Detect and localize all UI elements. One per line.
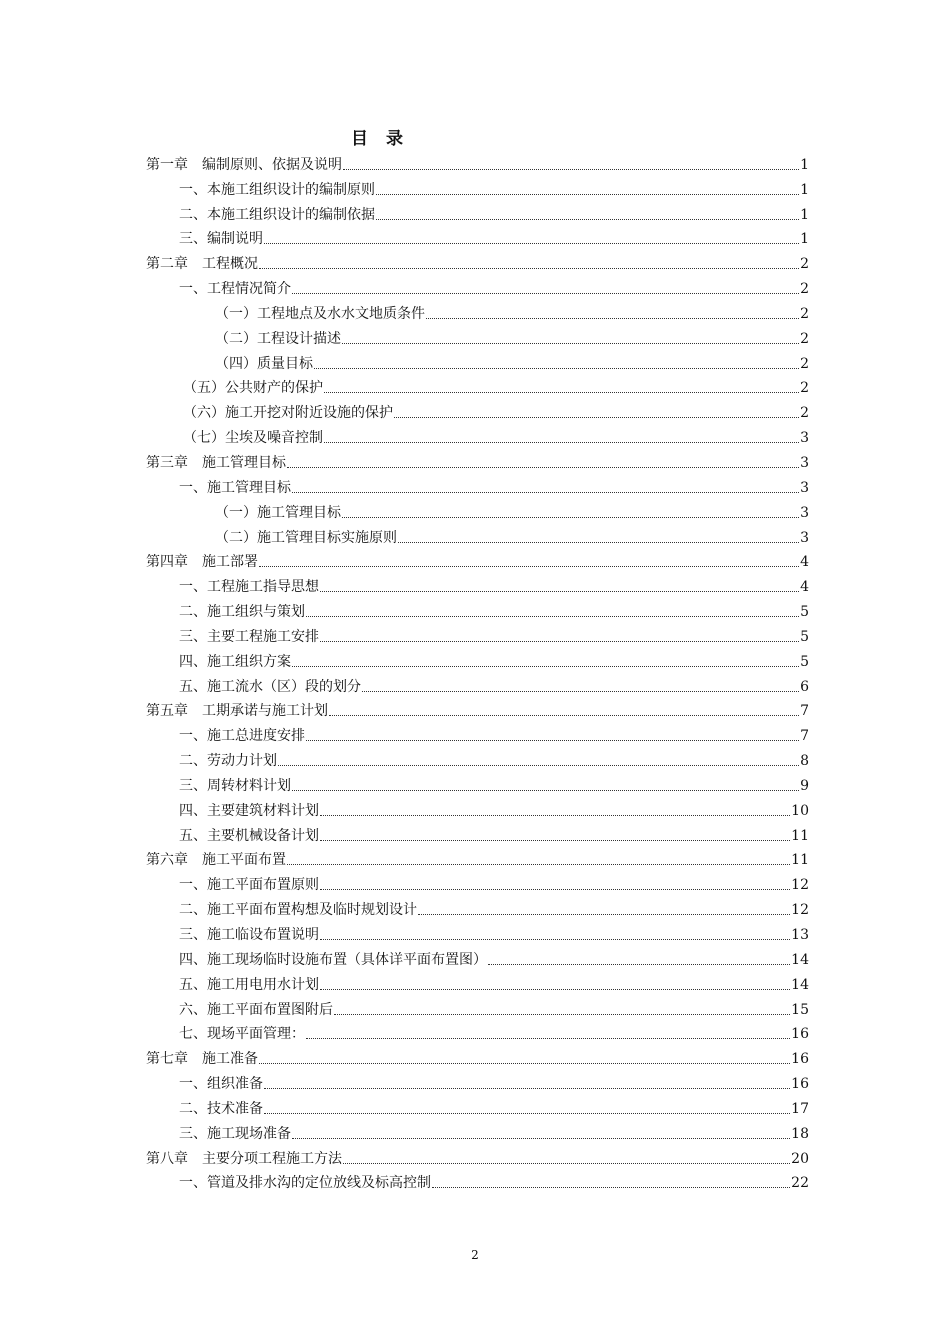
toc-entry-page: 15 (791, 1001, 809, 1018)
toc-entry-page: 14 (791, 951, 809, 968)
toc-chapter-row[interactable] (146, 696, 809, 721)
toc-section-row[interactable] (146, 820, 809, 845)
toc-dot-leader (292, 1138, 790, 1139)
toc-section-row[interactable] (146, 869, 809, 894)
toc-entry-text: 第四章 施工部署 (146, 554, 258, 571)
toc-entry-text: 一、施工总进度安排 (179, 728, 305, 745)
toc-entry-page: 17 (791, 1100, 809, 1117)
toc-dot-leader (342, 517, 799, 518)
toc-entry-text: 三、周转材料计划 (179, 777, 291, 794)
toc-dot-leader (264, 243, 799, 244)
toc-entry-page: 6 (800, 678, 809, 695)
toc-section-row[interactable] (146, 994, 809, 1019)
toc-dot-leader (324, 442, 799, 443)
toc-entry-page: 9 (800, 777, 809, 794)
toc-entry-page: 3 (800, 504, 809, 521)
toc-entry-text: （四）质量目标 (215, 355, 313, 372)
toc-section-row[interactable] (146, 348, 809, 373)
toc-entry-page: 5 (800, 653, 809, 670)
toc-entry-text: 一、施工管理目标 (179, 479, 291, 496)
toc-dot-leader (418, 914, 790, 915)
toc-section-row[interactable] (146, 298, 809, 323)
toc-entry-text: （一）工程地点及水水文地质条件 (215, 305, 425, 322)
toc-entry-text: 第一章 编制原则、依据及说明 (146, 156, 342, 173)
toc-section-row[interactable] (146, 522, 809, 547)
toc-entry-text: 第七章 施工准备 (146, 1051, 258, 1068)
toc-section-row[interactable] (146, 1019, 809, 1044)
toc-entry-text: 五、施工流水（区）段的划分 (179, 678, 361, 695)
toc-entry-page: 13 (791, 927, 809, 943)
toc-entry-page: 2 (800, 405, 809, 422)
toc-entry-text: （六）施工开挖对附近设施的保护 (183, 405, 393, 422)
toc-entry-text: 二、劳动力计划 (179, 753, 277, 770)
toc-section-row[interactable] (146, 1168, 809, 1193)
toc-chapter-row[interactable] (146, 447, 809, 472)
toc-section-row[interactable] (146, 422, 809, 447)
toc-dot-leader (342, 343, 799, 344)
toc-entry-text: 三、施工临设布置说明 (179, 927, 319, 943)
toc-dot-leader (278, 765, 799, 766)
toc-entry-text: 一、工程情况简介 (179, 281, 291, 298)
toc-entry-text: （五）公共财产的保护 (183, 380, 323, 397)
toc-entry-text: 一、管道及排水沟的定位放线及标高控制 (179, 1175, 431, 1192)
toc-entry-page: 7 (800, 728, 809, 745)
toc-entry-text: 一、工程施工指导思想 (179, 579, 319, 596)
toc-entry-text: （七）尘埃及噪音控制 (183, 430, 323, 447)
toc-entry-page: 1 (800, 181, 809, 198)
toc-title: 目 录 (351, 129, 409, 149)
toc-section-row[interactable] (146, 770, 809, 795)
toc-section-row[interactable] (146, 323, 809, 348)
toc-section-row[interactable] (146, 745, 809, 770)
toc-entry-page: 4 (800, 579, 809, 596)
toc-entry-page: 12 (791, 902, 809, 919)
toc-section-row[interactable] (146, 969, 809, 994)
toc-chapter-row[interactable] (146, 1043, 809, 1068)
toc-dot-leader (287, 467, 799, 468)
toc-section-row[interactable] (146, 596, 809, 621)
toc-entry-page: 16 (791, 1076, 809, 1093)
toc-entry-page: 20 (791, 1150, 809, 1167)
toc-entry-page: 12 (791, 877, 809, 894)
toc-entry-text: 第五章 工期承诺与施工计划 (146, 703, 328, 720)
toc-chapter-row[interactable] (146, 1143, 809, 1168)
toc-chapter-row[interactable] (146, 547, 809, 572)
toc-section-row[interactable] (146, 894, 809, 919)
toc-chapter-row[interactable] (146, 845, 809, 870)
toc-dot-leader (320, 641, 799, 642)
toc-entry-page: 16 (791, 1026, 809, 1043)
toc-dot-leader (320, 840, 790, 841)
toc-dot-leader (334, 1014, 790, 1015)
toc-entry-page: 2 (800, 355, 809, 372)
toc-entry-page: 1 (800, 156, 809, 173)
toc-section-row[interactable] (146, 1093, 809, 1118)
table-of-contents (146, 149, 809, 1192)
toc-entry-text: 七、现场平面管理： (179, 1026, 305, 1043)
toc-dot-leader (314, 368, 799, 369)
toc-entry-page: 4 (800, 554, 809, 571)
toc-entry-text: （二）工程设计描述 (215, 330, 341, 347)
toc-section-row[interactable] (146, 795, 809, 820)
toc-dot-leader (343, 1163, 790, 1164)
toc-dot-leader (292, 790, 799, 791)
toc-dot-leader (264, 1113, 790, 1114)
toc-section-row[interactable] (146, 646, 809, 671)
toc-dot-leader (292, 492, 799, 493)
toc-entry-page: 3 (800, 430, 809, 447)
toc-entry-page: 8 (800, 753, 809, 770)
toc-dot-leader (259, 566, 799, 567)
toc-dot-leader (320, 889, 790, 890)
toc-dot-leader (376, 194, 799, 195)
toc-entry-text: 第三章 施工管理目标 (146, 454, 286, 471)
toc-dot-leader (320, 939, 790, 940)
toc-dot-leader (287, 864, 790, 865)
toc-dot-leader (398, 542, 799, 543)
toc-entry-text: 五、主要机械设备计划 (179, 827, 319, 844)
toc-entry-text: 第八章 主要分项工程施工方法 (146, 1150, 342, 1167)
toc-entry-page: 2 (800, 256, 809, 273)
toc-dot-leader (426, 318, 799, 319)
toc-entry-page: 5 (800, 604, 809, 621)
toc-entry-page: 3 (800, 529, 809, 546)
toc-dot-leader (264, 1088, 790, 1089)
toc-entry-page: 11 (791, 852, 809, 869)
toc-dot-leader (292, 293, 799, 294)
toc-entry-text: 四、主要建筑材料计划 (179, 802, 319, 819)
toc-dot-leader (292, 666, 799, 667)
toc-entry-text: （二）施工管理目标实施原则 (215, 529, 397, 546)
toc-dot-leader (432, 1187, 790, 1188)
toc-section-row[interactable] (146, 497, 809, 522)
toc-section-row[interactable] (146, 621, 809, 646)
toc-entry-page: 22 (791, 1175, 809, 1192)
toc-dot-leader (306, 616, 799, 617)
toc-dot-leader (362, 691, 799, 692)
toc-entry-page: 10 (791, 802, 809, 819)
toc-entry-page: 3 (800, 454, 809, 471)
toc-section-row[interactable] (146, 472, 809, 497)
toc-entry-text: 一、施工平面布置原则 (179, 877, 319, 894)
toc-entry-text: 一、组织准备 (179, 1076, 263, 1093)
toc-entry-text: 二、施工组织与策划 (179, 604, 305, 621)
toc-dot-leader (320, 989, 790, 990)
toc-dot-leader (259, 268, 799, 269)
toc-entry-page: 11 (791, 827, 809, 844)
toc-chapter-row[interactable] (146, 248, 809, 273)
toc-entry-text: 第二章 工程概况 (146, 256, 258, 273)
toc-section-row[interactable] (146, 1118, 809, 1143)
page-number: 2 (471, 1248, 479, 1262)
toc-dot-leader (376, 219, 799, 220)
toc-entry-text: 四、施工现场临时设施布置（具体详平面布置图） (179, 951, 487, 968)
toc-section-row[interactable] (146, 720, 809, 745)
toc-dot-leader (320, 591, 799, 592)
toc-entry-page: 2 (800, 305, 809, 322)
toc-entry-text: 五、施工用电用水计划 (179, 976, 319, 993)
toc-dot-leader (306, 1038, 790, 1039)
toc-entry-page: 1 (800, 231, 809, 248)
toc-section-row[interactable] (146, 224, 809, 249)
toc-section-row[interactable] (146, 944, 809, 969)
toc-section-row[interactable] (146, 1068, 809, 1093)
toc-entry-page: 2 (800, 380, 809, 397)
toc-dot-leader (488, 964, 790, 965)
toc-entry-text: 三、主要工程施工安排 (179, 628, 319, 645)
toc-entry-page: 2 (800, 330, 809, 347)
toc-dot-leader (259, 1063, 790, 1064)
toc-entry-text: 三、施工现场准备 (179, 1125, 291, 1142)
toc-section-row[interactable] (146, 373, 809, 398)
toc-dot-leader (343, 169, 799, 170)
toc-entry-text: 六、施工平面布置图附后 (179, 1001, 333, 1018)
toc-entry-text: （一）施工管理目标 (215, 504, 341, 521)
toc-section-row[interactable] (146, 571, 809, 596)
toc-entry-text: 一、本施工组织设计的编制原则 (179, 181, 375, 198)
toc-dot-leader (320, 815, 790, 816)
toc-section-row[interactable] (146, 671, 809, 696)
toc-section-row[interactable] (146, 397, 809, 422)
toc-dot-leader (329, 715, 799, 716)
toc-entry-text: 二、技术准备 (179, 1100, 263, 1117)
toc-entry-page: 3 (800, 479, 809, 496)
toc-entry-page: 16 (791, 1051, 809, 1068)
toc-entry-page: 14 (791, 976, 809, 993)
toc-section-row[interactable] (146, 273, 809, 298)
toc-dot-leader (394, 417, 799, 418)
toc-dot-leader (306, 740, 799, 741)
toc-dot-leader (324, 392, 799, 393)
toc-entry-page: 5 (800, 628, 809, 645)
toc-entry-text: 三、编制说明 (179, 231, 263, 248)
toc-chapter-row[interactable] (146, 149, 809, 174)
toc-entry-page: 1 (800, 206, 809, 223)
toc-entry-text: 二、本施工组织设计的编制依据 (179, 206, 375, 223)
toc-section-row[interactable] (146, 919, 809, 944)
toc-entry-page: 2 (800, 281, 809, 298)
toc-entry-page: 18 (791, 1125, 809, 1142)
toc-section-row[interactable] (146, 174, 809, 199)
toc-entry-text: 第六章 施工平面布置 (146, 852, 286, 869)
toc-entry-text: 四、施工组织方案 (179, 653, 291, 670)
toc-entry-text: 二、施工平面布置构想及临时规划设计 (179, 902, 417, 919)
toc-entry-page: 7 (800, 703, 809, 720)
toc-section-row[interactable] (146, 199, 809, 224)
